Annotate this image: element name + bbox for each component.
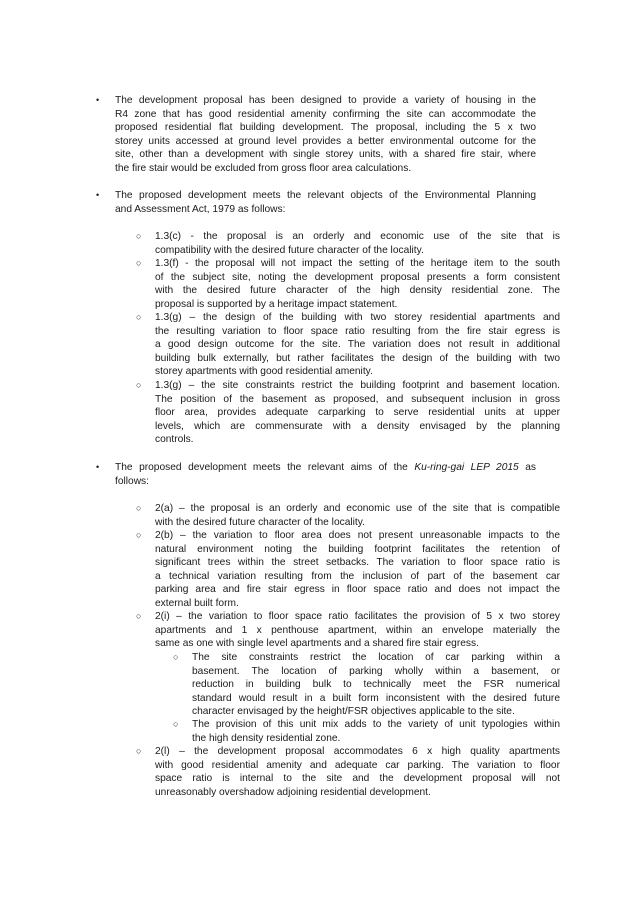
text-line: the high density residential zone. — [192, 732, 341, 744]
text-line: 1.3(c) - the proposal is an orderly and economic use of the site that is — [155, 231, 560, 242]
text-line: apartments and 1 x penthouse apartment, within an envelope materially the — [155, 624, 560, 636]
text-line: 2(i) – the variation to floor space ratio facilitates the provision of 5 x two storey — [155, 611, 560, 622]
text-line: storey units accessed at ground level provides a better environmental outcome for the — [115, 135, 536, 147]
sub-item-text — [155, 610, 560, 651]
text-line: follows: — [115, 475, 149, 487]
circle-marker: ○ — [173, 719, 179, 729]
text-line: floor area, provides adequate carparking to serve residential units at upper — [155, 407, 560, 419]
sub-item-text — [155, 230, 560, 257]
circle-marker: ○ — [136, 530, 142, 540]
sub-sub-item-text — [192, 718, 560, 745]
lep-title: Ku-ring-gai LEP 2015 — [414, 462, 519, 473]
text-line: site, other than a development with single storey units, with a shared fire stair, where — [115, 149, 536, 161]
text-line: reduction in building bulk to technically meet the FSR numerical — [192, 679, 560, 691]
text-line: 1.3(g) – the design of the building with two storey residential apartments and — [155, 312, 560, 323]
paragraph-text — [115, 461, 536, 488]
paragraph-text — [115, 189, 536, 216]
text-line: a good design outcome for the site. The variation does not result in additional — [155, 339, 560, 351]
circle-marker: ○ — [136, 231, 142, 241]
circle-marker: ○ — [136, 312, 142, 322]
text-line: and Assessment Act, 1979 as follows: — [115, 203, 286, 215]
circle-marker: ○ — [173, 652, 179, 662]
text-line: significant trees within the street setbacks. The variation to floor space ratio is — [155, 557, 560, 569]
text-line: 1.3(g) – the site constraints restrict the building footprint and basement location. — [155, 380, 560, 391]
text-line: the fire stair would be excluded from gross floor area calculations. — [115, 162, 412, 174]
text-line: unreasonably overshadow adjoining residential development. — [155, 786, 431, 798]
bullet-marker: • — [96, 190, 100, 200]
sub-item-text — [155, 745, 560, 799]
text-line: building bulk externally, but rather facilitates the design of the building with two — [155, 352, 560, 364]
text-line: The provision of this unit mix adds to the variety of unit typologies within — [192, 719, 560, 730]
circle-marker: ○ — [136, 611, 142, 621]
text-line: The proposed development meets the relevant objects of the Environmental Planning — [115, 190, 536, 201]
text-line: 2(l) – the development proposal accommodates 6 x high quality apartments — [155, 746, 560, 757]
text-line: The position of the basement as proposed, and subsequent inclusion in gross — [155, 393, 560, 405]
text-run: as — [518, 462, 536, 473]
sub-item-text — [155, 529, 560, 611]
text-line: with good residential amenity and adequate car parking. The variation to floor — [155, 759, 560, 771]
text-line: a technical variation resulting from the inclusion of part of the basement car — [155, 570, 560, 582]
text-line: The site constraints restrict the location of car parking within a — [192, 652, 560, 663]
circle-marker: ○ — [136, 503, 142, 513]
sub-sub-item-text — [192, 651, 560, 719]
bullet-marker: • — [96, 95, 100, 105]
text-line: storey apartments with good residential amenity. — [155, 366, 373, 378]
text-line: character envisaged by the height/FSR objectives applicable to the site. — [192, 706, 515, 718]
text-line: with the desired future character of the high density residential zone. The — [155, 285, 560, 297]
text-line: 2(b) – the variation to floor area does not present unreasonable impacts to the — [155, 530, 560, 541]
text-line: of the subject site, noting the development proposal presents a form consistent — [155, 271, 560, 283]
text-line: basement. The location of parking wholly within a basement, or — [192, 665, 560, 677]
circle-marker: ○ — [136, 380, 142, 390]
text-line: R4 zone that has good residential amenity confirming the site can accommodate the — [115, 108, 536, 120]
text-line: levels, which are commensurate with a density envisaged by the planning — [155, 420, 560, 432]
circle-marker: ○ — [136, 746, 142, 756]
text-line: space ratio is internal to the site and the development proposal will not — [155, 773, 560, 785]
paragraph-text — [115, 94, 536, 176]
text-line: controls. — [155, 434, 194, 446]
text-line: standard would result in a built form inconsistent with the desired future — [192, 692, 560, 704]
text-line: the resulting variation to floor space ratio resulting from the fire stair egress is — [155, 325, 560, 337]
sub-item-text — [155, 257, 560, 311]
text-line — [115, 461, 536, 475]
bullet-marker: • — [96, 462, 100, 472]
text-line: parking area and fire stair egress in floor space ratio and does not impact the — [155, 584, 560, 596]
sub-item-text — [155, 311, 560, 379]
sub-item-text — [155, 379, 560, 447]
sub-item-text — [155, 502, 560, 529]
text-line: compatibility with the desired future character of the locality. — [155, 244, 424, 256]
text-line: same as one with single level apartments and a shared fire stair egress. — [155, 638, 479, 650]
text-run: The proposed development meets the relevant aims of the — [115, 462, 415, 473]
text-line: The development proposal has been designed to provide a variety of housing in the — [115, 95, 536, 106]
text-line: 2(a) – the proposal is an orderly and economic use of the site that is compatible — [155, 503, 560, 514]
circle-marker: ○ — [136, 258, 142, 268]
text-line: proposed residential flat building development. The proposal, including the 5 x two — [115, 122, 536, 134]
text-line: 1.3(f) - the proposal will not impact the setting of the heritage item to the south — [155, 258, 560, 269]
text-line: with the desired future character of the locality. — [155, 516, 365, 528]
text-line: external built form. — [155, 597, 239, 609]
text-line: proposal is supported by a heritage impact statement. — [155, 298, 398, 310]
text-line: natural environment noting the building footprint facilitates the retention of — [155, 543, 560, 555]
